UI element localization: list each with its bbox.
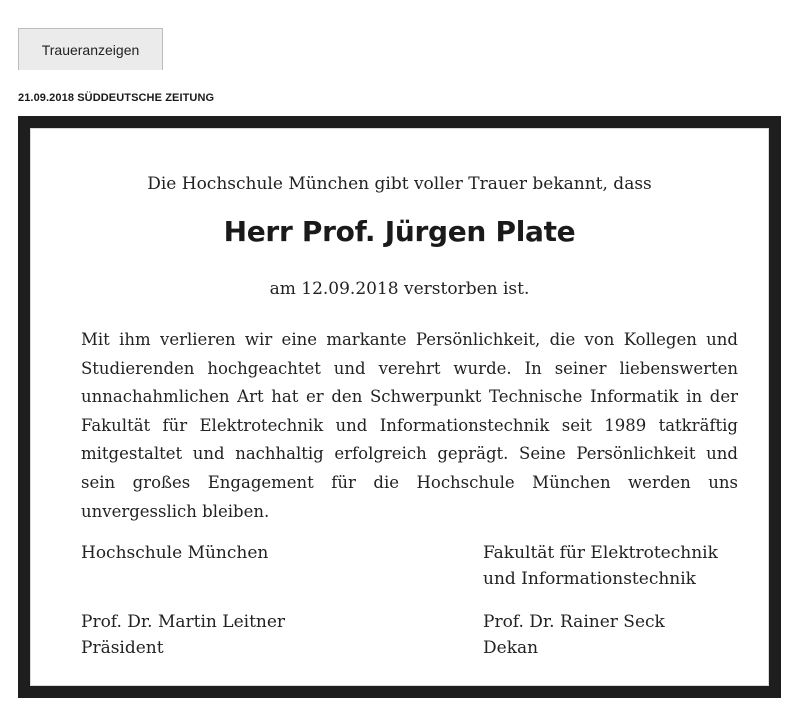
org-name: Hochschule München (81, 543, 269, 563)
notice-body: Mit ihm verlieren wir eine markante Persönlichkeit, die von Kollegen und Studierenden hochgeachtet und verehrt wurde. In seiner liebenswerten unnachahmlichen Art hat er den Schwerpunkt Technische Informatik in der Fakultät für Elektrotechnik und Informationstechnik seit 1989 tatkräftig mitgestaltet und nachhaltig erfolgreich geprägt. Seine Persönlichkeit und sein großes Engagement für die Hochschule München werden uns unvergesslich bleiben. (81, 330, 738, 521)
faculty-name-line2: und Informationstechnik (483, 569, 696, 589)
signer-role: Präsident (81, 638, 164, 658)
signer-name: Prof. Dr. Rainer Seck (483, 612, 665, 632)
faculty-name-line1: Fakultät für Elektrotechnik (483, 543, 718, 563)
signer-role: Dekan (483, 638, 539, 658)
signature-person-right (483, 609, 665, 661)
notice-intro: Die Hochschule München gibt voller Trauer bekannt, dass (147, 174, 652, 194)
obituary-notice (18, 116, 781, 698)
signer-name: Prof. Dr. Martin Leitner (81, 612, 286, 632)
publication-source: 21.09.2018 SÜDDEUTSCHE ZEITUNG (18, 92, 215, 104)
tab-label: Traueranzeigen (41, 41, 140, 58)
signature-organization-left (81, 540, 268, 566)
death-date-line: am 12.09.2018 verstorben ist. (269, 279, 530, 299)
signature-organization-right (483, 540, 718, 592)
signature-person-left (81, 609, 285, 661)
deceased-name: Herr Prof. Jürgen Plate (223, 215, 576, 248)
tab-traueranzeigen[interactable] (18, 28, 163, 70)
notice-content (30, 128, 769, 686)
